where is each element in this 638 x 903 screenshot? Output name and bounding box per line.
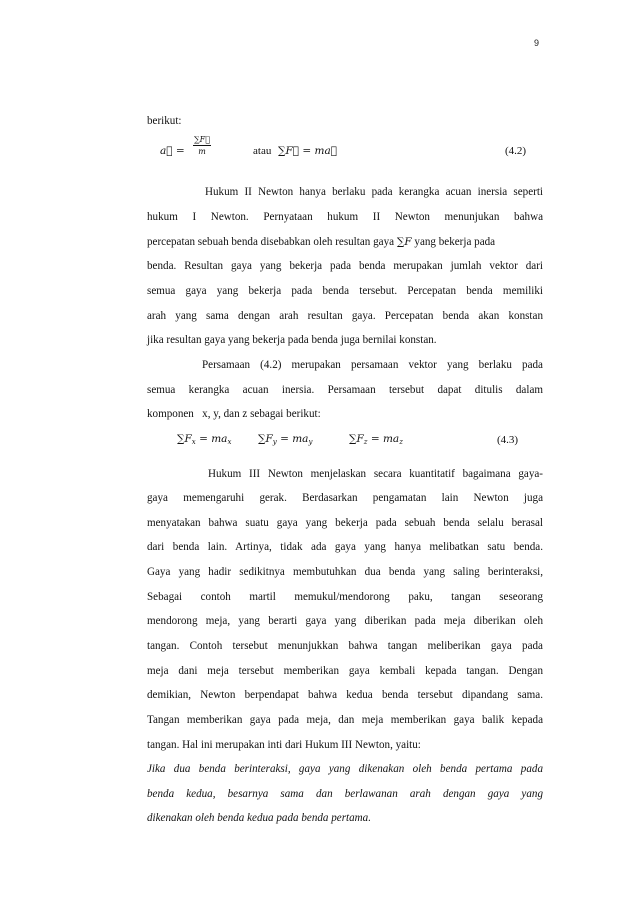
eq-4-3-z-rhs-sub: z [399,438,403,446]
eq-4-3-z-rhs: = ma [370,433,400,445]
eq-4-2-fraction [193,135,211,157]
para1-line-with-math [147,235,543,249]
eq-4-2-denominator: m [198,147,206,156]
eq-4-3-x-rhs: = ma [199,433,228,445]
para1-line: semua gaya yang bekerja pada benda tersebut. Percepatan benda memiliki [147,285,543,297]
eq-4-2-or: atau [253,145,272,157]
para3-line: tangan. Hal ini merupakan inti dari Hukum III Newton, yaitu: [147,739,421,751]
eq-4-3-y-sub: y [272,438,277,446]
eq-4-3-x-sum: ∑F [177,433,192,445]
eq-4-3-x-sub: x [191,438,196,446]
eq-4-2-numerator: ∑F⃗ [193,135,211,144]
eq-4-3-y [258,433,312,446]
statement-line: dikenakan oleh benda kedua pada benda pertama. [147,812,371,824]
para3-line: gaya memengaruhi gerak. Berdasarkan pengamatan lain Newton juga [147,492,543,504]
eq-4-3-y-rhs: = ma [280,433,309,445]
para1-line: hukum I Newton. Pernyataan hukum II Newton menunjukan bahwa [147,211,543,223]
para3-line: dari benda lain. Artinya, tidak ada gaya yang hanya melibatkan satu benda. [147,541,543,553]
para3-line: demikian, Newton berpendapat bahwa kedua benda tersebut dipandang sama. [147,689,543,701]
para3-line: tangan. Contoh tersebut menunjukkan bahwa tangan meliberikan gaya pada [147,640,543,652]
eq-4-3-z [349,433,403,446]
para3-line: Sebagai contoh martil memukul/mendorong paku, tangan seseorang [147,591,543,603]
para1-line: benda. Resultan gaya yang bekerja pada benda merupakan jumlah vektor dari [147,260,543,272]
para3-line: menyatakan bahwa suatu gaya yang bekerja pada sebuah benda selalu berasal [147,517,543,529]
eq-4-3-x [177,433,231,446]
para3-line: Tangan memberikan gaya pada meja, dan meja memberikan gaya balik kepada [147,714,543,726]
para1-line: arah yang sama dengan arah resultan gaya. Percepatan benda akan konstan [147,310,543,322]
eq-4-3-z-sub: z [363,438,368,446]
page-number: 9 [533,38,539,48]
para1-text-a: percepatan sebuah benda disebabkan oleh resultan gaya [147,236,395,248]
para1-text-b: yang bekerja pada [414,236,496,248]
para3-line: meja dani meja tersebut memberikan gaya kembali kepada tangan. Dengan [147,665,543,677]
para1-line: Hukum II Newton hanya berlaku pada kerangka acuan inersia seperti [205,186,543,198]
eq-4-3-y-sum: ∑F [258,433,273,445]
para2-line: semua kerangka acuan inersia. Persamaan tersebut dapat ditulis dalam [147,384,543,396]
eq-4-3-number: (4.3) [497,434,519,446]
para1-line: jika resultan gaya yang bekerja pada benda juga bernilai konstan. [147,334,437,346]
eq-4-3-z-sum: ∑F [349,433,364,445]
eq-4-2-number: (4.2) [505,145,527,157]
para1-inline-math: ∑F [396,236,412,248]
eq-4-2-rhs: ∑F⃗ = ma⃗ [278,145,338,157]
eq-4-3-x-rhs-sub: x [227,438,232,446]
para2-line: komponen x, y, dan z sebagai berikut: [147,408,321,420]
para3-line: Gaya yang hadir sedikitnya membutuhkan dua benda yang saling berinteraksi, [147,566,543,578]
intro-text: berikut: [147,115,182,127]
eq-4-2-lhs: a⃗ = [160,145,185,157]
para2-line: Persamaan (4.2) merupakan persamaan vektor yang berlaku pada [202,359,543,371]
para3-line: Hukum III Newton menjelaskan secara kuantitatif bagaimana gaya- [208,468,543,480]
statement-line: benda kedua, besarnya sama dan berlawanan arah dengan gaya yang [147,788,543,800]
para3-line: mendorong meja, yang berarti gaya yang diberikan pada meja diberikan oleh [147,615,543,627]
statement-line: Jika dua benda berinteraksi, gaya yang dikenakan oleh benda pertama pada [147,763,543,775]
eq-4-3-y-rhs-sub: y [308,438,313,446]
